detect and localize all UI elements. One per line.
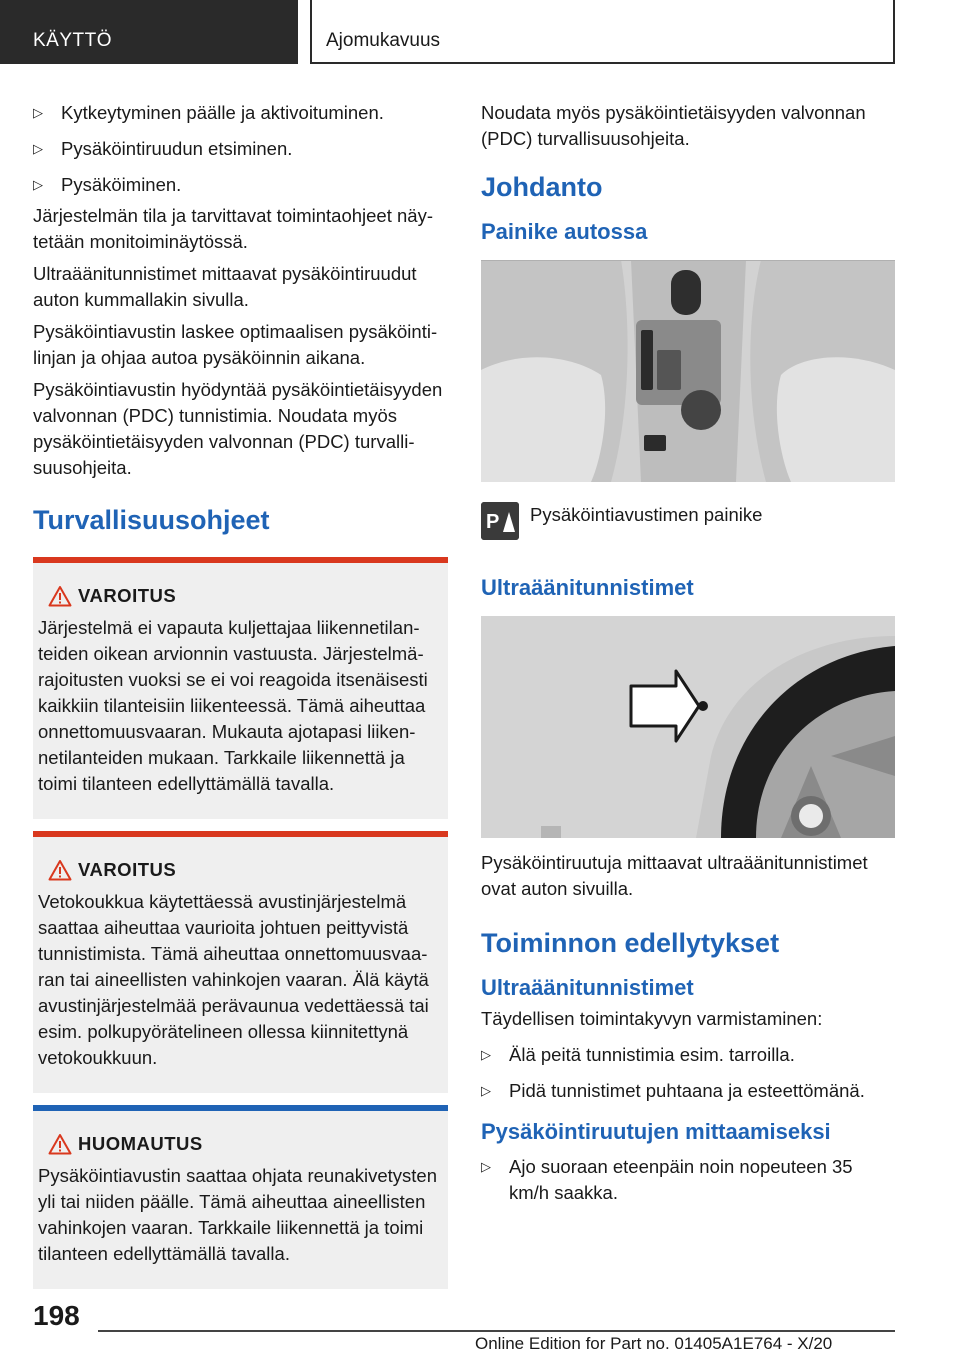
list-item: ▷ Kytkeytyminen päälle ja aktivoituminen. [33,100,448,126]
button-caption: Pysäköintiavustimen painike [530,504,763,525]
paragraph: Pysäköintiavustin laskee optimaalisen pysäköintilinjan ja ohjaa autoa pysäköinnin aikana. [33,321,438,368]
notice-title: HUOMAUTUS [38,1133,442,1155]
triangle-right-icon: ▷ [481,1159,491,1174]
heading-toiminnon: Toiminnon edellytykset [481,928,780,958]
parking-assist-icon [481,502,519,540]
heading-mittaamiseksi: Pysäköintiruutujen mittaamiseksi [481,1119,831,1144]
heading-safety: Turvallisuusohjeet [33,505,270,535]
triangle-right-icon: ▷ [33,141,43,156]
section-tab: KÄYTTÖ [0,0,298,64]
warning-box [33,557,448,819]
triangle-right-icon: ▷ [481,1083,491,1098]
page-header [0,0,960,66]
paragraph: Järjestelmän tila ja tarvittavat toimintaohjeet näytetään monitoiminäytössä. [33,205,434,252]
notice-body: Järjestelmä ei vapauta kuljettajaa liikennetilanteiden oikean arvionnin vastuusta. Järjestelmärajoitusten vuoksi se ei voi reagoida itsenäisesti kaikkiin tilanteisiin liikenteessä. Tämä aiheuttaa onnettomuusvaaran. Mukauta ajotapasi liikennetilanteiden mukaan. Tarkkaile liikennettä ja toimi tilanteen edellyttämällä tavalla. [38,617,428,794]
warning-triangle-icon [48,585,72,607]
paragraph: Ultraäänitunnistimet mittaavat pysäköintiruudut auton kummallakin sivulla. [33,263,417,310]
heading-painike: Painike autossa [481,219,648,244]
svg-text:P: P [486,511,500,533]
wheel-photo [481,616,895,838]
list-item: ▷ Pysäköintiruudun etsiminen. [33,136,448,162]
sensor-caption: Pysäköintiruutuja mittaavat ultraäänitunnistimet ovat auton sivuilla. [481,852,868,899]
wheel-illustration [481,616,895,838]
triangle-right-icon: ▷ [33,177,43,192]
notice-box [33,1105,448,1289]
notice-title: VAROITUS [38,585,442,607]
footer-divider [98,1330,895,1332]
list-item: ▷ Ajo suoraan eteenpäin noin nopeuteen 35 km/h saakka. [481,1156,853,1203]
warning-triangle-icon [48,1133,72,1155]
heading-johdanto: Johdanto [481,172,603,202]
list-item: ▷ Pysäköiminen. [33,172,448,198]
notice-body: Vetokoukkua käytettäessä avustinjärjestelmä saattaa aiheuttaa vaurioita johtuen peittyvistä tunnistimista. Tämä aiheuttaa onnettomuusvaaran tai aineellisten vahinkojen vaaran. Älä käytä avustinjärjestelmää perävaunua vedettäessä tai esim. polkupyörätelineen ollessa kiinnitettynä vetokoukkuun. [38,891,429,1068]
console-illustration [481,260,895,482]
edition-text: Online Edition for Part no. 01405A1E764 - X/20 [475,1334,833,1353]
left-column [33,100,448,1301]
right-column [481,100,895,1216]
heading-ultra-2: Ultraäänitunnistimet [481,975,694,1000]
notice-title: VAROITUS [38,859,442,881]
triangle-right-icon: ▷ [33,105,43,120]
list-item: ▷ Älä peitä tunnistimia esim. tarroilla. [481,1042,895,1068]
notice-body: Pysäköintiavustin saattaa ohjata reunakivetysten yli tai niiden päälle. Tämä aiheuttaa aineellisten vahinkojen vaaran. Tarkkaile liikennettä ja toimi tilanteen edellyttämällä tavalla. [38,1165,438,1264]
paragraph: Täydellisen toimintakyvyn varmistaminen: [481,1008,823,1029]
page-number: 198 [33,1300,80,1331]
paragraph: Pysäköintiavustin hyödyntää pysäköintietäisyyden valvonnan (PDC) tunnistimia. Noudata myös pysäköintietäisyyden valvonnan (PDC) turvallisuusohjeita. [33,379,443,478]
heading-ultra-1: Ultraäänitunnistimet [481,575,694,600]
warning-box [33,831,448,1093]
paragraph: Noudata myös pysäköintietäisyyden valvonnan (PDC) turvallisuusohjeita. [481,102,866,149]
chapter-title: Ajomukavuus [310,0,895,64]
button-caption-row [481,502,895,546]
triangle-right-icon: ▷ [481,1047,491,1062]
list-item: ▷ Pidä tunnistimet puhtaana ja esteettömänä. [481,1078,895,1104]
console-photo [481,260,895,482]
warning-triangle-icon [48,859,72,881]
